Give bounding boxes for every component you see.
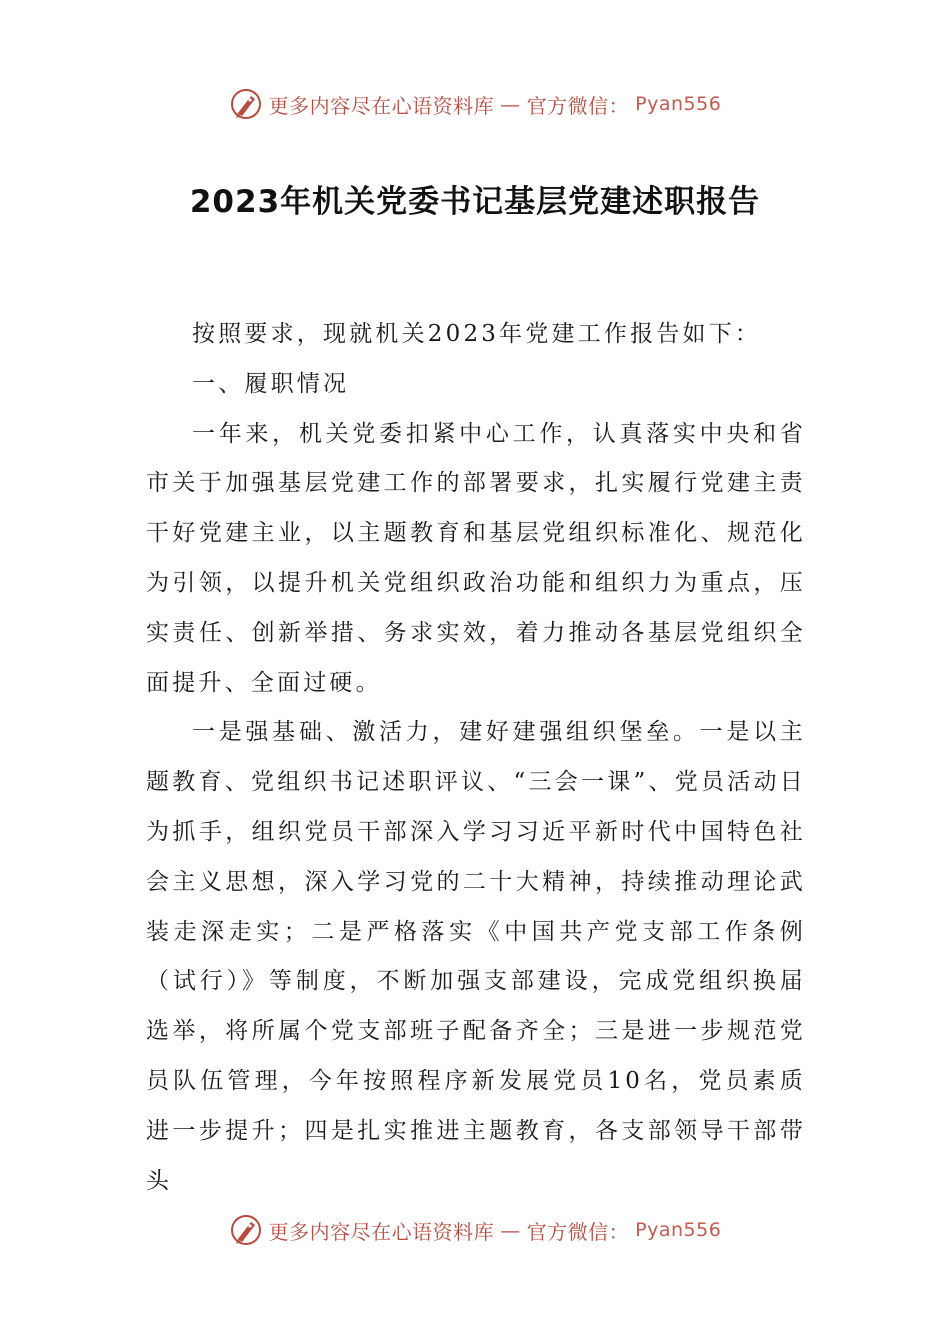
paragraph: 一是强基础、激活力，建好建强组织堡垒。一是以主题教育、党组织书记述职评议、“三会一课”、党员活动日为抓手，组织党员干部深入学习习近平新时代中国特色社会主义思想，深入学习党的二十大精神，持续推动理论武装走深走实；二是严格落实《中国共产党支部工作条例（试行）》等制度，不断加强支部建设，完成党组织换届选举，将所属个党支部班子配备齐全；三是进一步规范党员队伍管理，今年按照程序新发展党员10名，党员素质进一步提升；四是扎实推进主题教育，各支部领导干部带头 [146, 719, 806, 1194]
watermark-dash: — [500, 92, 521, 116]
watermark-footer [0, 1210, 950, 1250]
section-heading: 一、履职情况 [192, 370, 350, 397]
watermark-dash: — [500, 1218, 521, 1242]
watermark-id: Pyan556 [635, 93, 722, 115]
watermark-contact: 官方微信： [526, 93, 630, 118]
paragraph: 按照要求，现就机关2023年党建工作报告如下： [192, 321, 762, 347]
watermark-text: 更多内容尽在心语资料库 [268, 1219, 495, 1244]
document-title: 2023年机关党委书记基层党建述职报告 [189, 184, 761, 220]
watermark-header [0, 84, 950, 124]
watermark-text: 更多内容尽在心语资料库 [268, 93, 495, 118]
watermark-id: Pyan556 [635, 1219, 722, 1241]
pen-nib-logo-icon [229, 1213, 263, 1247]
watermark-contact: 官方微信： [526, 1219, 630, 1244]
pen-nib-logo-icon [229, 87, 263, 121]
paragraph: 一年来，机关党委扣紧中心工作，认真落实中央和省市关于加强基层党建工作的部署要求，扎实履行党建主责干好党建主业，以主题教育和基层党组织标准化、规范化为引领，以提升机关党组织政治功能和组织力为重点，压实责任、创新举措、务求实效，着力推动各基层党组织全面提升、全面过硬。 [146, 420, 806, 696]
document-body [146, 310, 806, 1206]
